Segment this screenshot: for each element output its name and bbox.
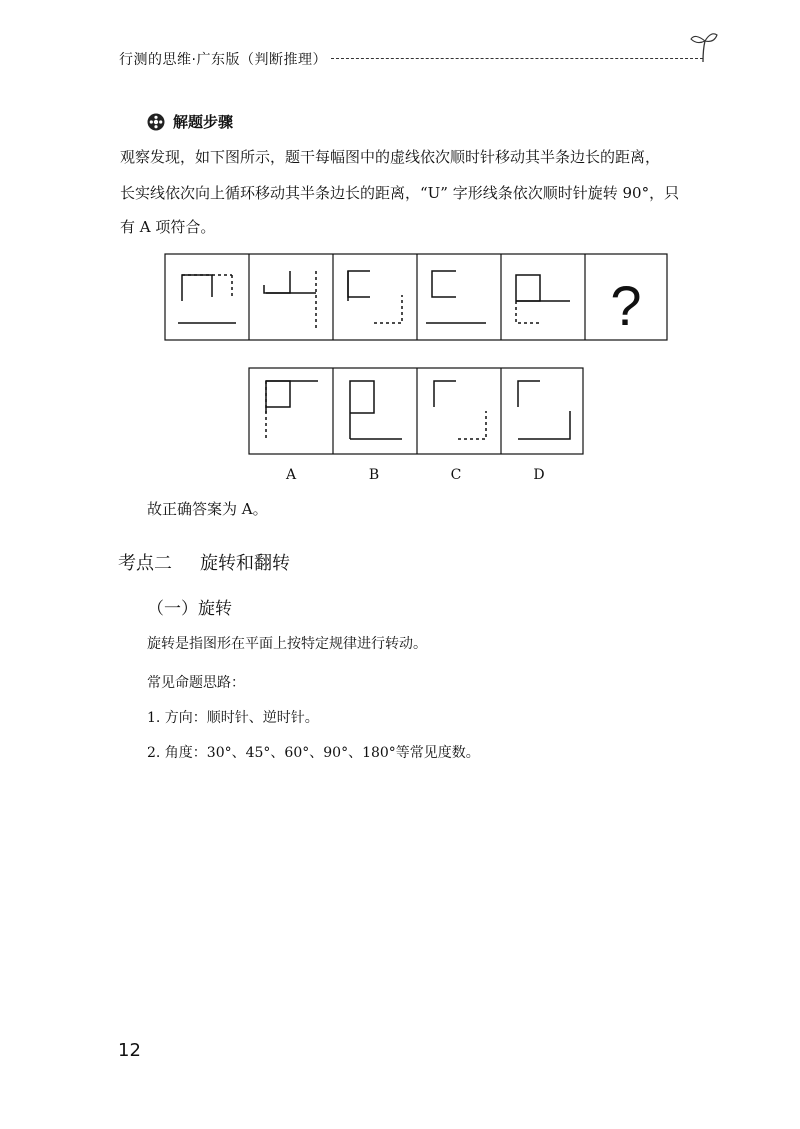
option-a-figure (266, 381, 318, 439)
section-name: 旋转和翻转 (200, 553, 290, 574)
subsection-title: （一）旋转 (147, 599, 232, 619)
puzzle-figure-4 (426, 271, 486, 323)
puzzle-frame (165, 254, 667, 340)
option-label-b: B (368, 467, 380, 483)
puzzle-question-row (164, 253, 668, 343)
option-d-figure (518, 381, 570, 439)
steps-heading-text: 解题步骤 (173, 113, 234, 131)
section-title (118, 549, 290, 575)
option-label-d: D (533, 467, 545, 483)
list-item-direction: 1. 方向：顺时针、逆时针。 (147, 710, 319, 726)
conclusion: 故正确答案为 A。 (147, 500, 268, 518)
common-label: 常见命题思路： (147, 675, 245, 691)
option-b-figure (350, 381, 402, 439)
flower-bullet-icon (147, 113, 165, 131)
puzzle-options-row (248, 367, 584, 457)
puzzle-figure-3 (348, 271, 402, 323)
header-dashed-line (331, 58, 703, 59)
question-mark: ? (610, 274, 642, 337)
steps-heading (147, 111, 233, 132)
steps-para-line1: 观察发现，如下图所示，题干每幅图中的虚线依次顺时针移动其半条边长的距离， (120, 148, 661, 166)
steps-para-line2: 长实线依次向上循环移动其半条边长的距离，“U” 字形线条依次顺时针旋转 90°，只 (120, 184, 680, 202)
option-label-a: A (285, 467, 297, 483)
header-title: 行测的思维·广东版（判断推理） (119, 52, 327, 68)
page-number: 12 (118, 1040, 141, 1061)
option-c-figure (434, 381, 486, 439)
sprout-icon (689, 29, 719, 63)
running-header (119, 43, 719, 73)
definition-text: 旋转是指图形在平面上按特定规律进行转动。 (147, 636, 427, 652)
puzzle-figure-2 (264, 271, 316, 329)
steps-para-line3: 有 A 项符合。 (120, 218, 216, 236)
list-item-angle: 2. 角度：30°、45°、60°、90°、180°等常见度数。 (147, 745, 480, 761)
puzzle-figure-5 (516, 275, 570, 323)
option-label-c: C (450, 467, 462, 483)
section-point: 考点二 (118, 553, 172, 574)
puzzle-figure-1 (178, 275, 236, 323)
